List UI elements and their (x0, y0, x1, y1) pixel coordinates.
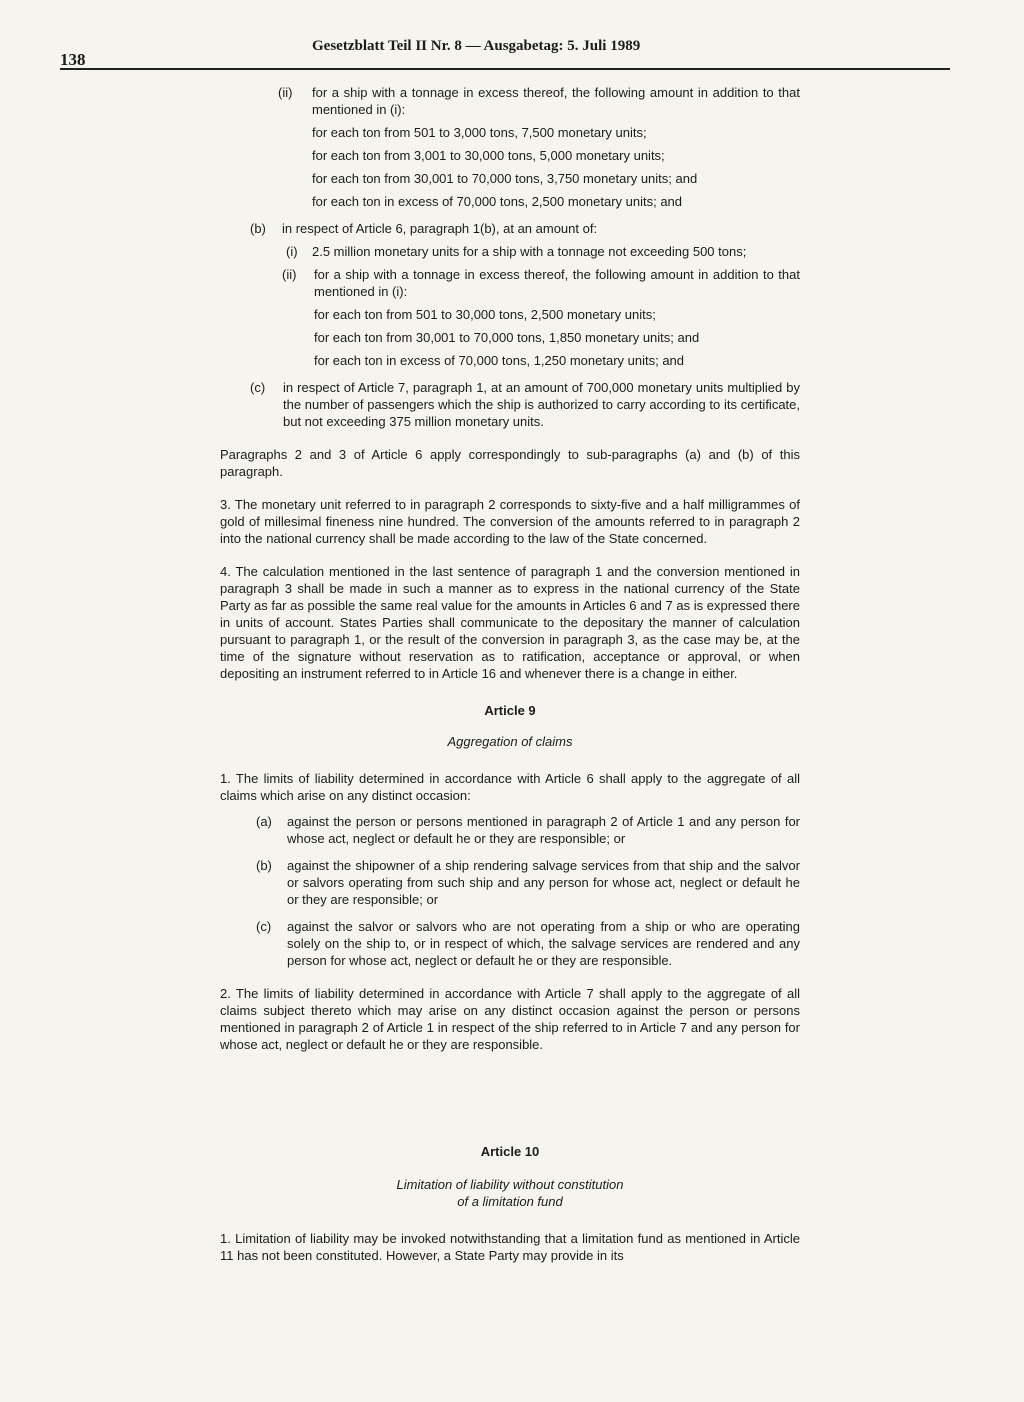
tonnage-line: for each ton from 501 to 30,000 tons, 2,500 monetary units; (314, 307, 656, 322)
paragraph-3: 3. The monetary unit referred to in paragraph 2 corresponds to sixty-five and a half milligrammes of gold of millesimal fineness nine hundred. The conversion of the amounts referred to in paragraph 2 into the national currency shall be made according to the law of the State concerned. (220, 497, 800, 546)
article-9-item-c (256, 918, 800, 969)
tonnage-list-a (312, 124, 800, 210)
tonnage-line: for each ton from 3,001 to 30,000 tons, 5,000 monetary units; (312, 148, 665, 163)
article-10-subtitle-line-1: Limitation of liability without constitution (396, 1177, 624, 1192)
item-text: against the shipowner of a ship rendering salvage services from that ship and the salvor or salvors operating from such ship and any person for whose act, neglect or default he or they are responsible; or (287, 858, 800, 907)
sub-item-b-ii (282, 266, 800, 300)
page-body (220, 80, 800, 1264)
sub-item-label: (ii) (282, 267, 297, 282)
article-10-subtitle-line-2: of a limitation fund (457, 1194, 563, 1209)
item-text: against the person or persons mentioned in paragraph 2 of Article 1 and any person for whose act, neglect or default he or they are responsible; or (287, 814, 800, 846)
sub-item-label: (i) (286, 244, 298, 259)
item-label: (a) (256, 814, 272, 829)
item-label: (c) (256, 919, 272, 934)
article-9-paragraph-1: 1. The limits of liability determined in accordance with Article 6 shall apply to the aggregate of all claims which arise on any distinct occasion: (220, 771, 800, 803)
sub-item-text: 2.5 million monetary units for a ship with a tonnage not exceeding 500 tons; (312, 244, 747, 259)
page-number: 138 (60, 50, 86, 69)
sub-paragraph-text: in respect of Article 7, paragraph 1, at an amount of 700,000 monetary units multiplied by the number of passengers which the ship is authorized to carry according to its certificate, but not exceeding 375 million monetary units. (283, 380, 800, 429)
sub-item-b-i (286, 243, 800, 260)
article-9-subtitle: Aggregation of claims (447, 734, 573, 749)
tonnage-line: for each ton in excess of 70,000 tons, 1,250 monetary units; and (314, 353, 685, 368)
item-text: against the salvor or salvors who are not operating from a ship or who are operating solely on the ship to, or in respect of which, the salvage services are rendered and any person for whose act, neglect or default he or they are responsible. (287, 919, 800, 968)
paragraph-4: 4. The calculation mentioned in the last sentence of paragraph 1 and the conversion mentioned in paragraph 3 shall be made in such a manner as to express in the national currency of the State Party as far as possible the same real value for the amounts in Articles 6 and 7 as is expressed there in units of account. States Parties shall communicate to the depositary the manner of calculation pursuant to paragraph 1, or the result of the conversion in paragraph 3, as the case may be, at the time of the signature without reservation as to ratification, acceptance or approval, or when depositing an instrument referred to in Article 16 and whenever there is a change in either. (220, 564, 800, 681)
sub-item-text: for a ship with a tonnage in excess thereof, the following amount in addition to that mentioned in (i): (314, 267, 800, 299)
sub-item-a-ii (278, 84, 800, 118)
running-head: Gesetzblatt Teil II Nr. 8 — Ausgabetag: 5. Juli 1989 (312, 38, 641, 54)
paragraph-apply: Paragraphs 2 and 3 of Article 6 apply correspondingly to sub-paragraphs (a) and (b) of this paragraph. (220, 447, 800, 479)
sub-item-text: for a ship with a tonnage in excess thereof, the following amount in addition to that mentioned in (i): (312, 85, 800, 117)
sub-item-label: (ii) (278, 85, 293, 100)
tonnage-line: for each ton from 501 to 3,000 tons, 7,500 monetary units; (312, 125, 647, 140)
sub-paragraph-c (250, 379, 800, 430)
item-label: (b) (256, 858, 272, 873)
tonnage-line: for each ton from 30,001 to 70,000 tons, 1,850 monetary units; and (314, 330, 700, 345)
article-10-subtitle (220, 1176, 800, 1210)
sub-paragraph-label: (c) (250, 380, 266, 395)
article-10-paragraph-1: 1. Limitation of liability may be invoked notwithstanding that a limitation fund as mentioned in Article 11 has not been constituted. However, a State Party may provide in its (220, 1231, 800, 1263)
article-9-paragraph-2: 2. The limits of liability determined in accordance with Article 7 shall apply to the aggregate of all claims subject thereto which may arise on any distinct occasion against the person or persons mentioned in paragraph 2 of Article 1 in respect of the ship referred to in Article 7 and any person for whose act, neglect or default he or they are responsible. (220, 986, 800, 1052)
page-header (60, 38, 950, 70)
sub-paragraph-text: in respect of Article 6, paragraph 1(b), at an amount of: (282, 221, 598, 236)
article-9-title: Article 9 (484, 703, 536, 718)
article-9-item-a (256, 813, 800, 847)
sub-paragraph-b (250, 220, 800, 237)
tonnage-line: for each ton from 30,001 to 70,000 tons, 3,750 monetary units; and (312, 171, 698, 186)
tonnage-list-b (314, 306, 800, 369)
article-9-item-b (256, 857, 800, 908)
sub-paragraph-label: (b) (250, 221, 266, 236)
tonnage-line: for each ton in excess of 70,000 tons, 2,500 monetary units; and (312, 194, 683, 209)
article-10-title: Article 10 (480, 1144, 540, 1159)
